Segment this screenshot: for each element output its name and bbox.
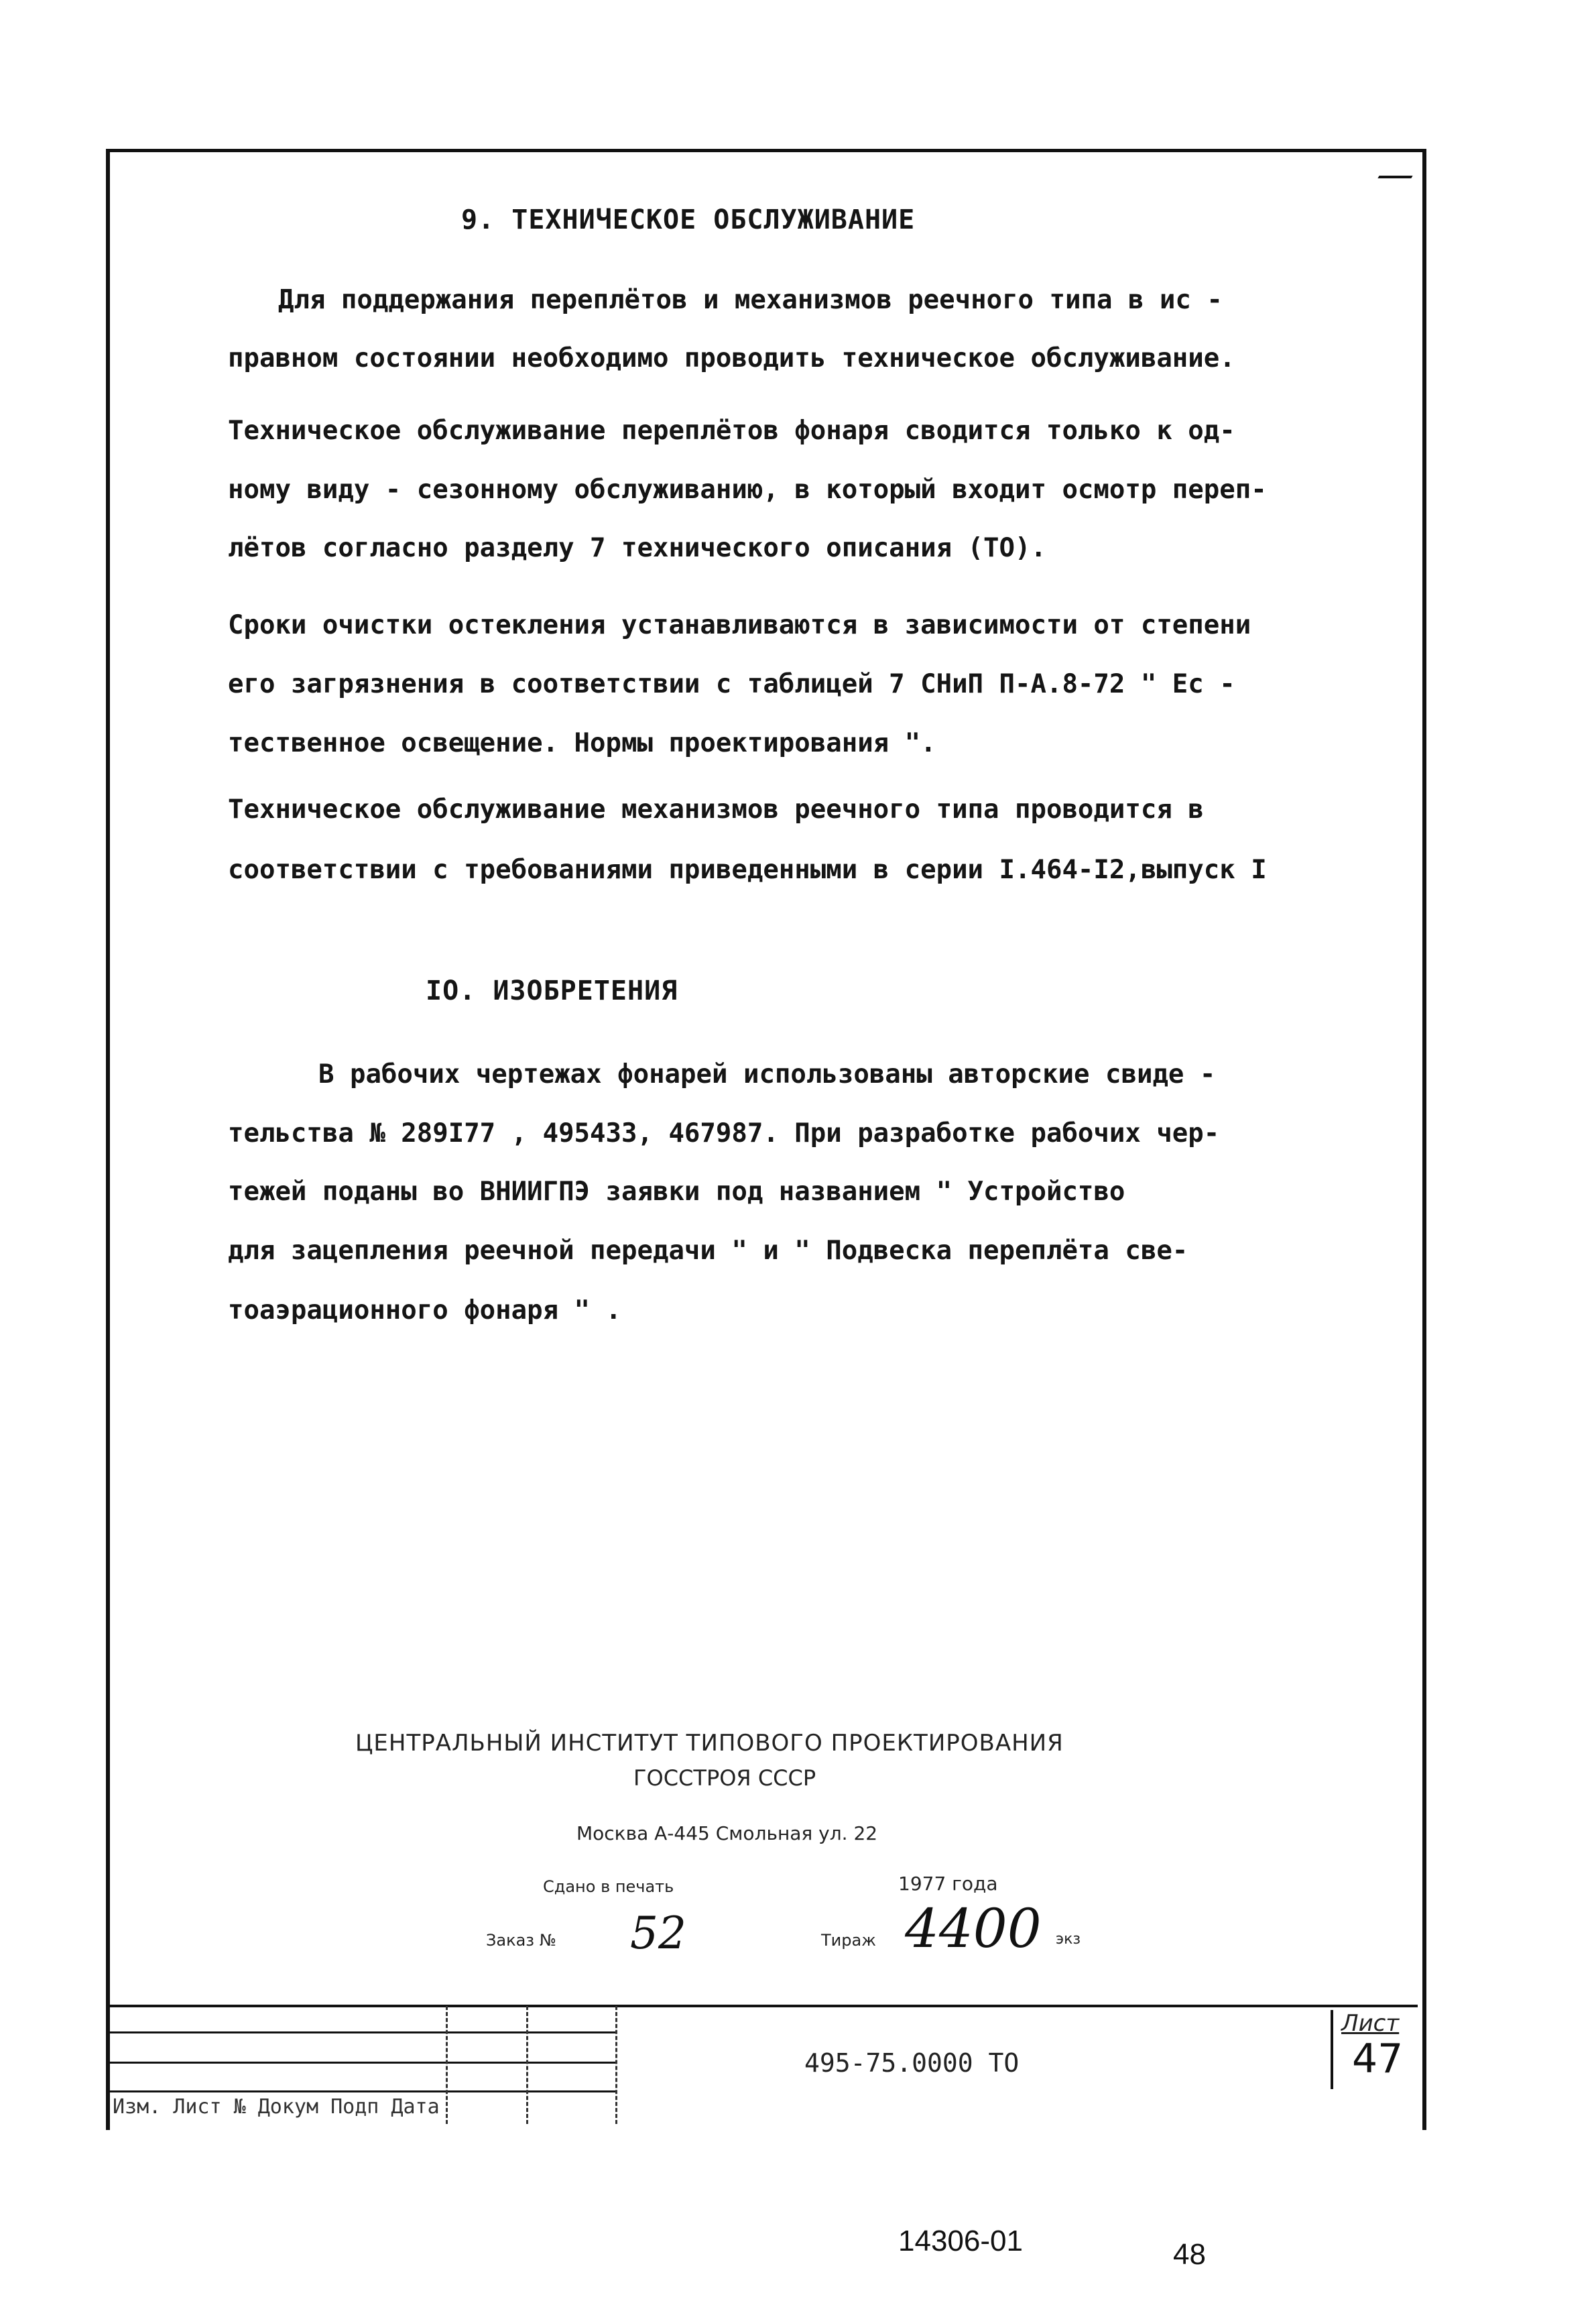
stamp-run-unit: экз [1056, 1931, 1081, 1948]
sheet-label: Лист [1341, 2010, 1400, 2037]
stamp-agency: ГОССТРОЯ СССР [633, 1765, 816, 1791]
section-9-line: Техническое обслуживание переплётов фонаря сводится только к од- [228, 416, 1235, 446]
section-10-line: тоаэрационного фонаря " . [228, 1295, 621, 1325]
section-9-heading: 9. ТЕХНИЧЕСКОЕ ОБСЛУЖИВАНИЕ [461, 204, 916, 235]
section-9-line: тественное освещение. Нормы проектирования ". [228, 728, 936, 758]
document-code: 495-75.0000 ТО [804, 2048, 1020, 2078]
page-number: 48 [1173, 2238, 1206, 2271]
title-block-columns: Изм. Лист № Докум Подп Дата [113, 2095, 440, 2119]
section-9-line: Сроки очистки остекления устанавливаются в зависимости от степени [228, 610, 1251, 640]
title-block-column-divider [446, 2006, 448, 2124]
sheet-number: 47 [1352, 2035, 1404, 2082]
stamp-year: 1977 года [898, 1873, 998, 1895]
section-9-line: его загрязнения в соответствии с таблицей 7 СНиП П-А.8-72 " Ес - [228, 669, 1235, 699]
stamp-institute: ЦЕНТРАЛЬНЫЙ ИНСТИТУТ ТИПОВОГО ПРОЕКТИРОВАНИЯ [355, 1730, 1064, 1757]
section-10-line: тельства № 289I77 , 495433, 467987. При разработке рабочих чер- [228, 1118, 1220, 1148]
run-number-handwritten: 4400 [905, 1897, 1042, 1960]
section-9-line: соответствии с требованиями приведенными в серии I.464-I2,выпуск I [228, 855, 1267, 885]
section-9-line: Для поддержания переплётов и механизмов реечного типа в ис - [278, 285, 1223, 315]
section-10-heading: IO. ИЗОБРЕТЕНИЯ [426, 976, 678, 1006]
section-9-line: лётов согласно разделу 7 технического описания (ТО). [228, 533, 1046, 563]
section-9-line: правном состоянии необходимо проводить техническое обслуживание. [228, 343, 1235, 373]
title-block-top-line [107, 2005, 1418, 2007]
section-10-line: тежей поданы во ВНИИГПЭ заявки под названием " Устройство [228, 1177, 1125, 1207]
title-block-column-divider [526, 2006, 528, 2124]
sheet-number-box [1331, 2010, 1416, 2089]
section-9-line: Техническое обслуживание механизмов реечного типа проводится в [228, 794, 1204, 825]
section-10-line: для зацепления реечной передачи " и " Подвеска переплёта све- [228, 1236, 1188, 1266]
section-10-line: В рабочих чертежах фонарей использованы авторские свиде - [318, 1059, 1216, 1089]
stamp-order-label: Заказ № [486, 1931, 556, 1950]
archive-code: 14306-01 [898, 2225, 1023, 2257]
order-number-handwritten: 52 [630, 1907, 686, 1959]
stamp-address: Москва А-445 Смольная ул. 22 [576, 1822, 878, 1844]
title-block-row-line [107, 2090, 617, 2092]
title-block-row-line [107, 2062, 617, 2064]
section-9-line: ному виду - сезонному обслуживанию, в который входит осмотр переп- [228, 475, 1267, 505]
stamp-print-label: Сдано в печать [543, 1877, 674, 1896]
title-block-column-divider [615, 2006, 617, 2124]
title-block-row-line [107, 2031, 617, 2033]
stamp-run-label: Тираж [821, 1931, 876, 1950]
